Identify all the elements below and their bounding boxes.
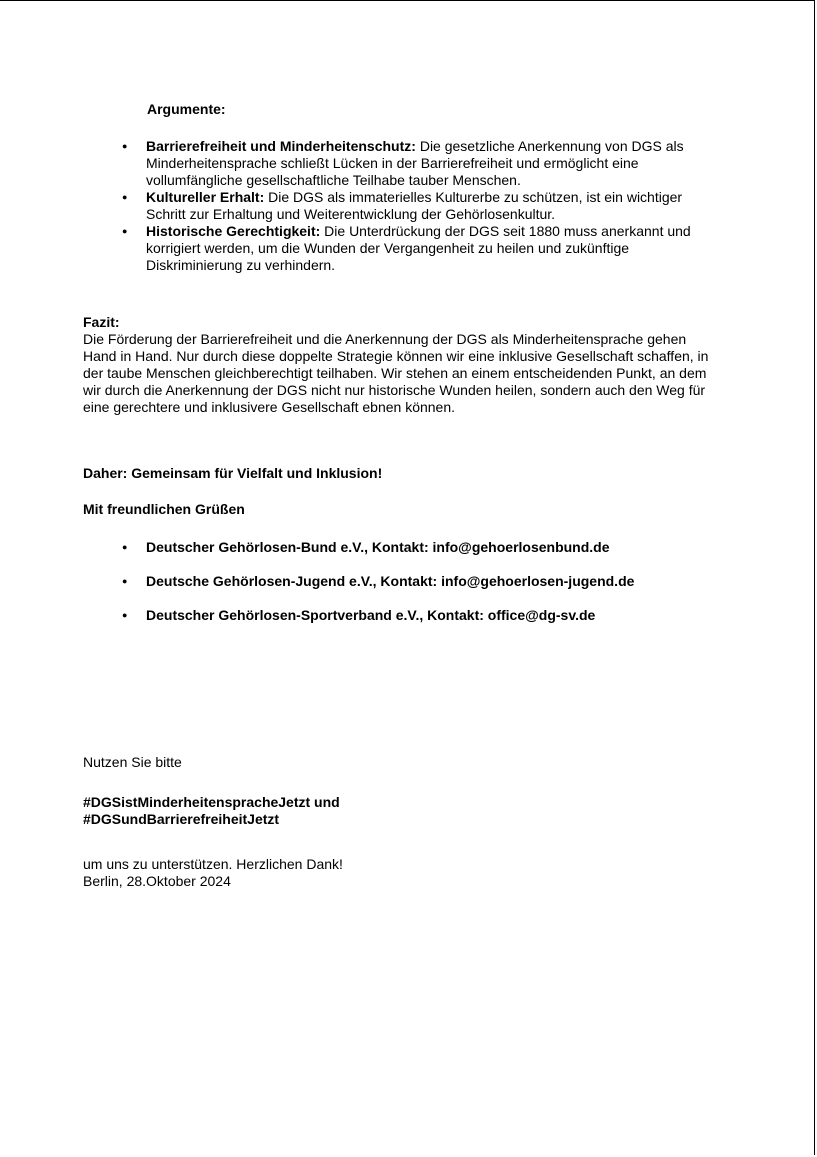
fazit-heading: Fazit: <box>83 314 120 330</box>
argument-text: Die DGS als immaterielles Kulturerbe zu schützen, ist ein wichtiger Schritt zur Erhaltung und Weiterentwicklung der Gehörlosenkultur. <box>146 189 683 222</box>
argument-item <box>122 189 722 223</box>
slogan: Daher: Gemeinsam für Vielfalt und Inklusion! <box>83 465 383 481</box>
hashtag-line: #DGSundBarrierefreiheitJetzt <box>83 811 280 827</box>
signers-list <box>122 539 634 624</box>
argument-item <box>122 138 722 189</box>
arguments-list <box>122 138 722 274</box>
argument-title: Historische Gerechtigkeit: <box>146 223 321 239</box>
argument-title: Kultureller Erhalt: <box>146 189 265 205</box>
fazit-paragraph: Die Förderung der Barrierefreiheit und die Anerkennung der DGS als Minderheitensprache gehen Hand in Hand. Nur durch diese doppelte Strategie können wir eine inklusive Gesellschaft schaffen, in der taube Menschen gleichberechtigt teilhaben. Wir stehen an einem entscheidenden Punkt, an dem wir durch die Anerkennung der DGS nicht nur historische Wunden heilen, sondern auch den Weg für eine gerechtere und inklusivere Gesellschaft ebnen können. <box>83 331 709 415</box>
hashtags <box>83 794 340 828</box>
argument-text: Die Unterdrückung der DGS seit 1880 muss anerkannt und korrigiert werden, um die Wunden der Vergangenheit zu heilen und zukünftige Diskriminierung zu verhindern. <box>146 223 691 273</box>
use-please-text: Nutzen Sie bitte <box>83 754 182 770</box>
place-date: Berlin, 28.Oktober 2024 <box>83 873 231 889</box>
argument-title: Barrierefreiheit und Minderheitenschutz: <box>146 138 416 154</box>
signer-item: ● Deutscher Gehörlosen-Bund e.V., Kontakt: info@gehoerlosenbund.de <box>122 539 634 556</box>
signer-item: ● Deutsche Gehörlosen-Jugend e.V., Kontakt: info@gehoerlosen-jugend.de <box>122 573 634 590</box>
argument-item <box>122 223 722 274</box>
support-text: um uns zu unterstützen. Herzlichen Dank! <box>83 856 343 872</box>
greeting: Mit freundlichen Grüßen <box>83 501 245 517</box>
arguments-heading: Argumente: <box>147 101 226 117</box>
argument-text: Die gesetzliche Anerkennung von DGS als Minderheitensprache schließt Lücken in der Barrierefreiheit und ermöglicht eine vollumfängliche gesellschaftliche Teilhabe tauber Menschen. <box>146 138 684 188</box>
signer-item: ● Deutscher Gehörlosen-Sportverband e.V., Kontakt: office@dg-sv.de <box>122 607 634 624</box>
hashtag-line: #DGSistMinderheitenspracheJetzt und <box>83 794 340 810</box>
